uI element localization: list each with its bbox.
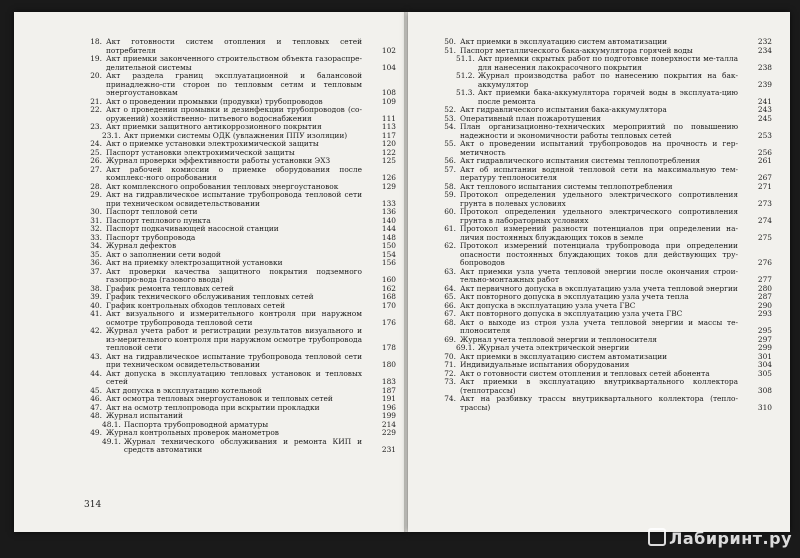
toc-entry [438,208,772,225]
toc-entry-title: Акт комплексного опробования тепловых энергоустановок [106,181,339,191]
toc-entry-page: 148 [381,232,396,242]
toc-entry-number: 37. [90,266,102,276]
toc-entry-page: 109 [381,96,396,106]
toc-entry-number: 23.1. [102,130,121,140]
toc-entry-number: 68. [444,317,456,327]
toc-entry-page: 297 [757,334,772,344]
toc-entry-number: 31. [90,215,102,225]
toc-entry [84,353,396,370]
toc-entry-page: 162 [381,283,396,293]
toc-entry-page: 231 [381,445,396,454]
toc-entry-title: Акт о готовности систем отопления и тепловых сетей абонента [460,368,710,378]
toc-entry-number: 69. [444,334,456,344]
toc-entry-page: 183 [381,377,396,386]
toc-entry-number: 69.1. [456,343,475,352]
toc-entry-number: 48.1. [102,419,121,429]
toc-entry-number: 42. [90,326,102,335]
toc-entry-page: 239 [757,79,772,89]
toc-entry-title: Журнал испытаний [106,411,183,420]
toc-entry-title: Акт повторного допуска в эксплуатацию узла учета ГВС [460,309,683,318]
toc-entry-page: 113 [381,122,396,131]
toc-entry-page: 275 [757,232,772,242]
toc-entry-number: 73. [444,377,456,386]
toc-entry-page: 126 [381,173,396,182]
toc-entry-page: 144 [381,224,396,233]
toc-entry-page: 295 [757,326,772,335]
toc-left [84,38,396,455]
toc-entry-number: 55. [444,139,456,148]
toc-entry-title: Акт на гидравлическое испытание трубопровода тепловой сети при техническом освидетельствовании [106,351,362,369]
toc-entry-title: Акт допуска в эксплуатацию тепловых установок и тепловых сетей [106,368,362,386]
toc-entry-title: Акт визуального и измерительного контроля при наружном осмотре трубопровода тепловой сети [106,309,362,327]
toc-entry-number: 33. [90,232,102,242]
toc-entry-title: Акт приемки в эксплуатацию внутриквартального коллектора (теплотрассы) [460,377,738,395]
toc-entry [438,191,772,208]
toc-entry-number: 28. [90,181,102,191]
toc-entry-number: 51.3. [456,88,475,97]
toc-entry-page: 102 [381,45,396,55]
toc-entry-number: 56. [444,156,456,165]
toc-entry-number: 35. [90,249,102,259]
toc-entry-title: Паспорт трубопровода [106,232,196,242]
toc-entry-number: 40. [90,300,102,310]
toc-entry-page: 229 [381,428,396,437]
toc-entry-number: 62. [444,241,456,250]
toc-entry-number: 74. [444,394,456,403]
toc-entry-title: Акт на разбивку трассы внутриквартального коллектора (тепло-трассы) [460,394,738,412]
toc-entry-number: 67. [444,309,456,318]
toc-entry-number: 52. [444,105,456,114]
toc-entry-page: 129 [381,181,396,191]
toc-entry-number: 51.2. [456,71,475,80]
toc-entry-page: 156 [381,258,396,267]
toc-entry [438,89,772,106]
toc-entry-title: Протокол измерений потенциала трубопровода при определении опасности постоянных блуждающих токов для действующих тру-бопроводов [460,241,738,267]
toc-entry-title: Акт приемки системы ОДК (увлажнения ППУ изоляции) [123,130,348,140]
toc-entry [84,327,396,353]
toc-entry-page: 170 [381,300,396,310]
toc-entry-number: 20. [90,71,102,80]
toc-entry-page: 187 [381,385,396,395]
toc-entry-page: 256 [757,147,772,157]
toc-entry-title: Акт разделa границ эксплуатационной и балансовой принадлежно-сти сторон по тепловым сетям и тепловым энергоустановкам [106,71,362,97]
toc-entry-number: 46. [90,394,102,403]
toc-entry-title: Акт приемки защитного антикоррозионного покрытия [106,122,322,131]
toc-entry-title: График ремонта тепловых сетей [106,283,234,293]
toc-entry-title: Акт рабочей комиссии о приемке оборудования после комплекс-ного опробования [106,164,362,182]
toc-entry-page: 178 [381,343,396,352]
toc-entry-page: 271 [757,181,772,191]
toc-entry-page: 276 [757,258,772,267]
toc-entry-number: 24. [90,139,102,148]
toc-entry-page: 234 [757,45,772,55]
toc-entry-title: Акт на гидравлическое испытание трубопровода тепловой сети при техническом освидетельствовании [106,190,362,208]
toc-entry-title: Протокол определения удельного электрического сопротивления грунта в полевых условиях [460,190,738,208]
toc-entry-page: 299 [757,343,772,352]
toc-entry-number: 21. [90,96,102,106]
toc-entry-number: 29. [90,190,102,199]
toc-entry-page: 243 [757,105,772,114]
toc-entry-page: 280 [757,283,772,293]
toc-entry-page: 140 [381,215,396,225]
toc-entry-page: 176 [381,317,396,327]
toc-entry-title: Журнал контрольных проверок манометров [106,428,279,437]
toc-entry-title: Акт приемки в эксплуатацию систем автоматизации [460,37,668,46]
toc-entry [438,225,772,242]
toc-entry-number: 39. [90,292,102,301]
toc-entry-page: 267 [757,173,772,182]
toc-entry-title: Акт о проведении промывки и дезинфекции трубопроводов (со-оружений) хозяйственно- питьевого водоснабжения [106,105,362,123]
toc-entry-title: Акт о выходе из строя узла учета тепловой энергии и массы те-плоносителя [460,317,738,335]
toc-entry-number: 32. [90,224,102,233]
toc-entry-number: 53. [444,113,456,123]
toc-entry-number: 59. [444,190,456,199]
toc-entry-number: 19. [90,54,102,63]
toc-entry-title: Акт первичного допуска в эксплуатацию узла учета тепловой энергии [460,283,738,293]
toc-entry-number: 45. [90,385,102,395]
toc-entry-page: 191 [381,394,396,403]
toc-entry-number: 65. [444,292,456,301]
toc-entry-title: Акт гидравлического испытания системы теплопотребления [460,156,701,165]
toc-entry-page: 274 [757,215,772,225]
toc-entry [84,370,396,387]
toc-entry-title: Паспорт подкачивающей насосной станции [106,224,279,233]
toc-entry-page: 305 [757,368,772,378]
labirint-logo-icon [648,528,666,546]
toc-entry-page: 133 [381,198,396,208]
toc-entry-title: Акт приемки законченного строительством объекта газораспре-делительной системы [106,54,362,72]
toc-entry-title: Паспорта трубопроводной арматуры [123,419,269,429]
toc-entry-title: Журнал технического обслуживания и ремонта КИП и средств автоматики [123,436,362,454]
toc-entry-number: 38. [90,283,102,293]
toc-entry-title: Паспорт металлического бака-аккумулятора горячей воды [460,45,693,55]
toc-entry [84,38,396,55]
toc-entry-number: 70. [444,351,456,361]
toc-entry-title: Акт приемки бака-аккумулятора горячей воды в эксплуата-цию после ремонта [477,88,738,106]
toc-entry-number: 50. [444,37,456,46]
toc-entry-page: 150 [381,241,396,250]
toc-entry [438,166,772,183]
toc-entry [84,55,396,72]
toc-entry-number: 34. [90,241,102,250]
toc-entry-page: 122 [381,147,396,157]
toc-entry-title: Индивидуальные испытания оборудования [460,360,630,369]
toc-entry-page: 301 [757,351,772,361]
toc-entry-number: 71. [444,360,456,369]
toc-entry-number: 49.1. [102,436,121,446]
right-page [408,12,790,532]
toc-entry-number: 49. [90,428,102,437]
toc-entry-number: 51.1. [456,54,475,63]
toc-entry-page: 277 [757,275,772,284]
toc-entry-number: 22. [90,105,102,114]
toc-entry-page: 308 [757,385,772,395]
watermark-text: Лабиринт.ру [669,529,792,548]
toc-entry [438,72,772,89]
toc-entry-title: Журнал учета тепловой энергии и теплоносителя [460,334,657,344]
toc-entry-number: 63. [444,266,456,276]
toc-entry-title: План организационно-технических мероприятий по повышению надежности и экономичности работы тепловых сетей [460,122,738,140]
toc-entry-page: 154 [381,249,396,259]
toc-entry-page: 304 [757,360,772,369]
toc-entry-page: 293 [757,309,772,318]
toc-entry-page: 232 [757,37,772,46]
toc-entry-number: 36. [90,258,102,267]
toc-entry-title: Акт теплового испытания системы теплопотребления [460,181,673,191]
toc-entry [84,166,396,183]
toc-entry-number: 60. [444,207,456,216]
toc-entry-number: 23. [90,122,102,131]
toc-entry-title: Акт о проведении испытаний трубопроводов на прочность и гер-метичность [460,139,738,157]
toc-entry [84,72,396,98]
toc-entry-number: 18. [90,37,102,46]
toc-entry-page: 104 [381,62,396,72]
toc-entry-page: 117 [381,130,396,140]
toc-entry-title: Журнал производства работ по нанесению покрытия на бак-аккумулятор [477,71,738,89]
toc-entry-number: 26. [90,156,102,165]
toc-entry-number: 66. [444,300,456,310]
left-page [14,12,406,532]
toc-entry-title: Акт приемки узла учета тепловой энергии после окончания строи-тельно-монтажных работ [460,266,738,284]
toc-entry-page: 180 [381,360,396,369]
toc-entry [84,438,396,455]
toc-entry-title: Акт об испытании водяной тепловой сети на максимальную тем-пературу теплоносителя [460,164,738,182]
toc-entry-title: Акт готовности систем отопления и тепловых сетей потребителя [106,37,362,55]
toc-entry-title: Протокол измерений разности потенциалов при определении на-личия постоянных блуждающих токов в земле [460,224,738,242]
toc-entry [84,268,396,285]
toc-entry [438,55,772,72]
toc-entry [438,319,772,336]
toc-entry-page: 273 [757,198,772,208]
toc-entry-title: Паспорт тепловой сети [106,207,198,216]
toc-entry-number: 57. [444,164,456,174]
toc-entry-number: 58. [444,181,456,191]
toc-entry-number: 51. [444,45,456,55]
toc-entry-title: Акт приемки скрытых работ по подготовке поверхности ме-талла для нанесения лакокрасочного покрытия [477,54,738,72]
toc-entry-page: 120 [381,139,396,148]
toc-entry-page: 238 [757,62,772,72]
toc-entry-number: 43. [90,351,102,361]
toc-entry-title: Акт о проведении промывки (продувки) трубопроводов [106,96,323,106]
toc-entry-page: 241 [757,96,772,106]
toc-entry-number: 61. [444,224,456,233]
toc-entry-title: Журнал учета электрической энергии [477,343,630,352]
toc-entry-title: Паспорт теплового пункта [106,215,211,225]
toc-entry-page: 196 [381,402,396,412]
toc-entry-number: 47. [90,402,102,412]
toc-entry-number: 72. [444,368,456,378]
toc-entry-page: 245 [757,113,772,123]
toc-entry-title: Акт о приемке установки электрохимической защиты [106,139,319,148]
toc-entry-number: 27. [90,164,102,174]
toc-entry-title: Журнал проверки эффективности работы установки ЭХЗ [106,156,331,165]
toc-entry [84,191,396,208]
toc-entry-title: Журнал дефектов [106,241,177,250]
toc-entry-title: Оперативный план пожаротушения [460,113,602,123]
toc-entry-number: 30. [90,207,102,216]
toc-entry-title: Акт повторного допуска в эксплуатацию узла учета тепла [460,292,689,301]
toc-entry-page: 214 [381,419,396,429]
toc-entry-number: 64. [444,283,456,293]
toc-entry-page: 168 [381,292,396,301]
toc-entry [84,310,396,327]
toc-entry [438,268,772,285]
toc-entry-page: 136 [381,207,396,216]
toc-entry-title: Журнал учета работ и регистрации результатов визуального и из-мерительного контроля при наружном осмотре трубопровода тепловой сети [106,326,362,352]
toc-entry-title: Акт допуска в эксплуатацию узла учета ГВС [460,300,636,310]
toc-entry-page: 199 [381,411,396,420]
toc-entry-title: Паспорт установки электрохимической защиты [106,147,295,157]
toc-entry-title: Акт на приемку электрозащитной установки [106,258,283,267]
toc-entry-page: 287 [757,292,772,301]
toc-entry [438,395,772,412]
toc-entry-title: График технического обслуживания тепловых сетей [106,292,314,301]
toc-entry-page: 261 [757,156,772,165]
toc-entry [438,140,772,157]
toc-entry-number: 44. [90,368,102,378]
toc-entry-number: 48. [90,411,102,420]
toc-entry-title: Акт допуска в эксплуатацию котельной [106,385,262,395]
toc-entry-title: Протокол определения удельного электрического сопротивления грунта в лабораторных условиях [460,207,738,225]
toc-entry-title: Акт приемки в эксплуатацию систем автоматизации [460,351,668,361]
toc-entry-number: 25. [90,147,102,157]
toc-entry-page: 108 [381,88,396,97]
toc-entry-page: 290 [757,300,772,310]
toc-entry [438,378,772,395]
toc-entry-page: 253 [757,130,772,140]
toc-entry-title: Акт проверки качества защитного покрытия подземного газопро-вода (газового ввода) [106,266,362,284]
watermark [648,528,792,548]
toc-entry-number: 41. [90,309,102,318]
toc-right [438,38,772,412]
toc-entry [438,123,772,140]
toc-entry-title: Акт о заполнении сети водой [106,249,221,259]
toc-entry-title: Акт осмотра тепловых энергоустановок и тепловых сетей [106,394,333,403]
toc-entry-page: 125 [381,156,396,165]
page-number: 314 [84,500,102,510]
toc-entry [438,242,772,268]
toc-entry-page: 111 [381,113,396,123]
toc-entry [84,106,396,123]
toc-entry-page: 160 [381,275,396,284]
toc-entry-title: График контрольных обходов тепловых сетей [106,300,286,310]
toc-entry-title: Акт гидравлического испытания бака-аккумулятора [460,105,667,114]
toc-entry-number: 54. [444,122,456,131]
toc-entry-title: Акт на осмотр теплопровода при вскрытии прокладки [106,402,320,412]
toc-entry-page: 310 [757,402,772,412]
